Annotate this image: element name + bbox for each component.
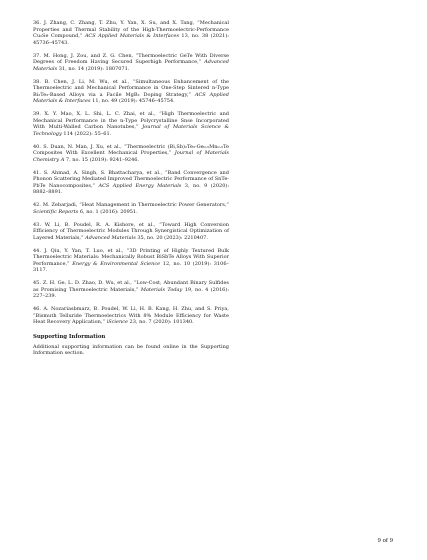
reference-item xyxy=(33,280,229,300)
reference-volume: 19 xyxy=(182,286,192,293)
reference-authors-title: J. Qiu, Y. Yan, T. Luo, et al., “3D Printing of Highly Textured Bulk Thermoelectric Materials: Mechanically Robust BiSbTe Alloys With Superior Performance,” xyxy=(33,247,229,267)
reference-details: , no. 4 (2016): 227–239. xyxy=(33,286,229,300)
reference-number: 37. xyxy=(33,52,41,59)
supporting-information-text: Additional supporting information can be found online in the Supporting Information section. xyxy=(33,343,229,357)
reference-journal: ACS Applied Energy Materials xyxy=(98,182,182,189)
reference-volume: 114 xyxy=(61,130,73,137)
reference-details: , no. 14 (2019): 1807071. xyxy=(65,65,130,72)
reference-details: , no. 49 (2019): 45746–45754. xyxy=(98,98,175,105)
reference-volume: 3 xyxy=(181,182,188,189)
reference-number: 45. xyxy=(33,280,41,287)
reference-number: 46. xyxy=(33,306,41,313)
reference-authors-title: X. Y. Mao, X. L. Shi, L. C. Zhai, et al., “High Thermoelectric and Mechanical Performance in the n-Type Polycrystalline Snse Incorporated With Multi-Walled Carbon Nanotubes,” xyxy=(33,111,229,131)
reference-authors-title: Z. H. Ge, L. D. Zhao, D. Wu, et al., “Low-Cost, Abundant Binary Sulfides as Promising Thermoelectric Materials,” xyxy=(33,280,229,293)
reference-journal: Energy & Environmental Science xyxy=(72,260,161,267)
reference-volume: 11 xyxy=(90,98,99,105)
reference-authors-title: S. Ahmad, A. Singh, S. Bhattacharya, et al., “Band Convergence and Phonon Scattering Mediated Improved Thermoelectric Performance of SnTe-PbTe Nanocomposites,” xyxy=(33,169,229,189)
reference-journal: Scientific Reports xyxy=(33,208,79,215)
reference-item xyxy=(33,248,229,274)
reference-volume: 6 xyxy=(78,208,84,215)
reference-details: , no. 9 (2020): 8882–8891. xyxy=(33,182,230,196)
reference-number: 43. xyxy=(33,221,41,228)
reference-volume: 31 xyxy=(57,65,66,72)
reference-authors-title: B. Chen, J. Li, M. Wu, et al., “Simultaneous Enhancement of the Thermoelectric and Mechanical Performance in One-Step Sintered n-Type Bi₂Te₃-Based Alloys via a Facile MgB₂ Doping Strategy,” xyxy=(33,78,229,98)
reference-item xyxy=(33,222,229,242)
reference-item xyxy=(33,144,229,164)
reference-details: , no. 15 (2019): 9241–9246. xyxy=(69,156,140,163)
reference-column xyxy=(33,20,229,357)
reference-item xyxy=(33,79,229,105)
reference-volume: 35 xyxy=(135,234,144,241)
reference-number: 40. xyxy=(33,143,41,150)
reference-details: (2022): 55–61. xyxy=(72,130,112,137)
reference-journal: Advanced Materials xyxy=(33,59,229,72)
reference-number: 39. xyxy=(33,111,41,118)
reference-journal: ACS Applied Materials & Interfaces xyxy=(84,33,180,40)
reference-list xyxy=(33,20,229,326)
reference-journal: ACS Applied Materials & Interfaces xyxy=(33,91,229,105)
reference-details: , no. 10 (2019): 3106–3117. xyxy=(33,260,229,274)
reference-number: 42. xyxy=(33,202,41,209)
page-number: 9 of 9 xyxy=(377,538,393,544)
reference-details: , no. 1 (2016): 20951. xyxy=(83,208,138,215)
reference-authors-title: M. Hong, J. Zou, and Z. G. Chen, “Thermoelectric GeTe With Diverse Degrees of Freedom Having Secured Superhigh Performance,” xyxy=(33,52,229,66)
reference-item xyxy=(33,306,229,326)
reference-item xyxy=(33,111,229,137)
reference-journal: Journal of Materials Chemistry A xyxy=(33,150,229,163)
reference-item xyxy=(33,202,229,215)
reference-item xyxy=(33,20,229,46)
reference-authors-title: S. Duan, N. Man, J. Xu, et al., “Thermoelectric (Bi,Sb)₂Te₃-Ge₀.₅Mn₀.₅Te Composites With Excellent Mechanical Properties,” xyxy=(33,143,229,157)
reference-number: 41. xyxy=(33,169,41,176)
reference-volume: 13 xyxy=(179,33,188,40)
reference-details: , no. 38 (2021): 45736–45743. xyxy=(33,33,229,46)
reference-volume: 7 xyxy=(64,156,70,163)
reference-number: 36. xyxy=(33,20,41,26)
reference-authors-title: J. Zhang, C. Zhang, T. Zhu, Y. Yan, X. Su, and X. Tang, “Mechanical Properties and Thermal Stability of the High-Thermoelectric-Performance Cu₂Se Compound,” xyxy=(33,20,230,40)
reference-item xyxy=(33,53,229,73)
reference-number: 44. xyxy=(33,247,41,254)
reference-authors-title: M. Zebarjadi, “Heat Management in Thermoelectric Power Generators,” xyxy=(42,202,229,209)
reference-details: , no. 20 (2023): 2210407. xyxy=(143,234,208,241)
reference-journal: Advanced Materials xyxy=(85,234,136,241)
reference-authors-title: W. Li, B. Poudel, R. A. Kishore, et al., “Toward High Conversion Efficiency of Thermoelectric Modules Through Synergistical Optimization of Layered Materials,” xyxy=(33,221,229,241)
reference-journal: Materials Today xyxy=(140,286,183,293)
reference-item xyxy=(33,170,229,196)
reference-details: , no. 7 (2020): 101340. xyxy=(135,319,194,326)
reference-authors-title: A. Nozariasbmarz, B. Poudel, W. Li, H. B. Kang, H. Zhu, and S. Priya, “Bismuth Telluride Thermoelectrics With 8% Module Efficiency for Waste Heat Recovery Application,” xyxy=(33,306,229,326)
reference-volume: 12 xyxy=(160,260,170,267)
reference-journal: Journal of Materials Science & Technology xyxy=(33,124,229,137)
supporting-information-heading: Supporting Information xyxy=(33,333,106,340)
reference-number: 38. xyxy=(33,78,41,85)
reference-journal: iScience xyxy=(106,319,128,326)
reference-volume: 23 xyxy=(127,319,136,326)
